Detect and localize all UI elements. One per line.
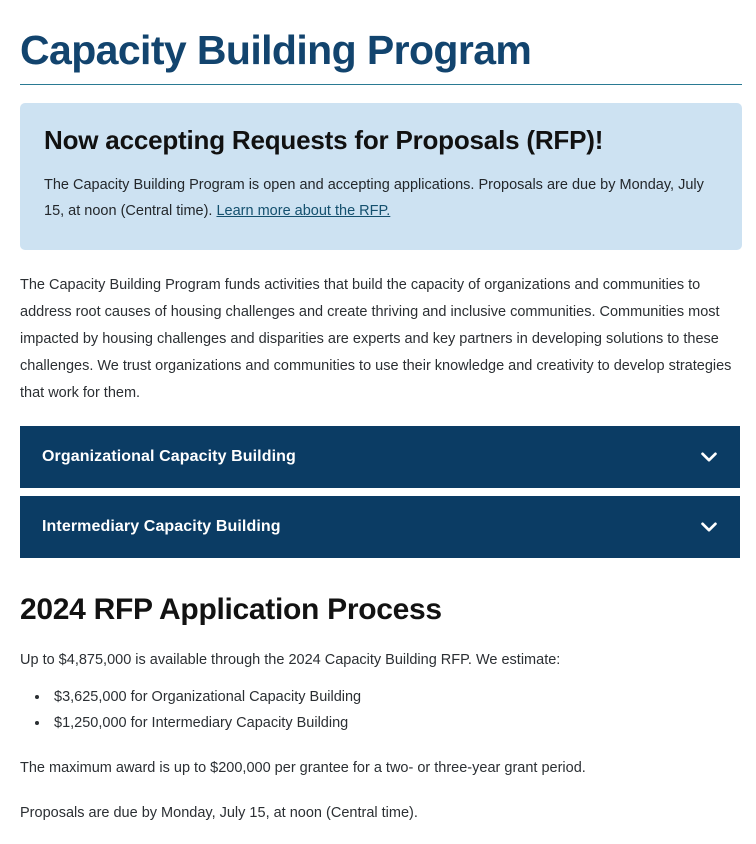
- rfp-funding-breakdown-list: [20, 686, 736, 736]
- chevron-down-icon: [698, 446, 720, 468]
- rfp-funding-intro: Up to $4,875,000 is available through the 2024 Capacity Building RFP. We estimate:: [20, 652, 561, 669]
- accordion-list: [20, 426, 740, 558]
- accordion-intermediary-capacity-building[interactable]: [20, 496, 740, 558]
- page-title: Capacity Building Program: [20, 27, 532, 73]
- alert-body: [44, 172, 718, 225]
- rfp-section-heading: 2024 RFP Application Process: [20, 593, 442, 627]
- program-description: The Capacity Building Program funds activities that build the capacity of organizations and communities to address root causes of housing challenges and create thriving and inclusive communities. Communities most impacted by housing challenges and disparities are experts and key partners in developing solutions to these challenges. We trust organizations and communities to use their knowledge and creativity to develop strategies that work for them.: [20, 277, 732, 401]
- accordion-label: Intermediary Capacity Building: [42, 518, 281, 536]
- list-item: • $3,625,000 for Organizational Capacity Building: [50, 686, 736, 709]
- accordion-organizational-capacity-building[interactable]: [20, 426, 740, 488]
- alert-body-text: The Capacity Building Program is open and accepting applications. Proposals are due by Monday, July 15, at noon (Central time).: [44, 176, 704, 219]
- learn-more-rfp-link[interactable]: Learn more about the RFP.: [216, 202, 391, 219]
- list-item: • $1,250,000 for Intermediary Capacity Building: [50, 712, 736, 735]
- chevron-down-icon: [698, 516, 720, 538]
- rfp-deadline: Proposals are due by Monday, July 15, at noon (Central time).: [20, 805, 418, 822]
- title-divider: [20, 84, 742, 85]
- accordion-label: Organizational Capacity Building: [42, 448, 296, 466]
- alert-heading: Now accepting Requests for Proposals (RFP)!: [44, 124, 604, 155]
- rfp-alert-banner: [20, 103, 742, 250]
- rfp-max-award: The maximum award is up to $200,000 per grantee for a two- or three-year grant period.: [20, 759, 586, 776]
